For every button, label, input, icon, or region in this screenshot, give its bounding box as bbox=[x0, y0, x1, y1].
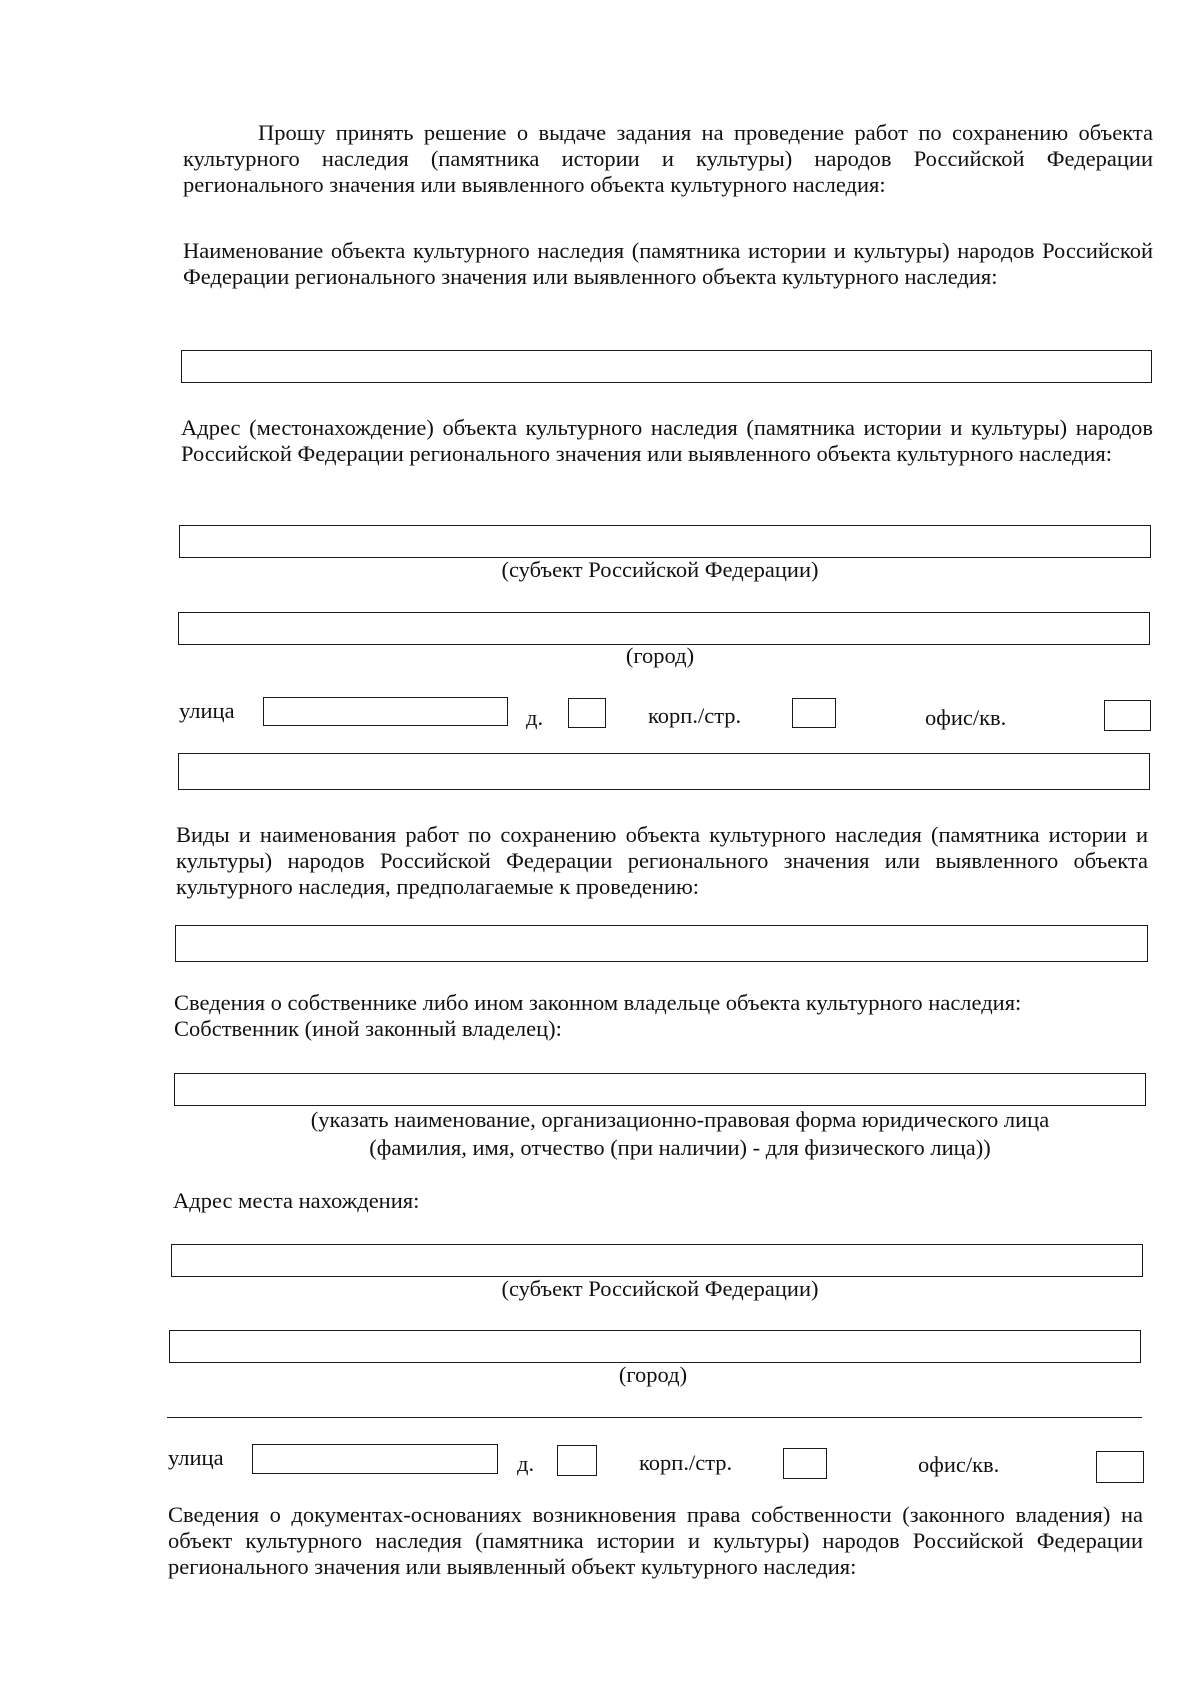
owner-house-label: д. bbox=[517, 1451, 535, 1476]
owner-building-label: корп./стр. bbox=[639, 1450, 733, 1475]
object-house-label: д. bbox=[526, 705, 544, 730]
owner-building-field[interactable] bbox=[783, 1448, 827, 1479]
owner-office-field[interactable] bbox=[1096, 1451, 1144, 1483]
owner-street-field[interactable] bbox=[252, 1444, 498, 1474]
object-building-field[interactable] bbox=[792, 698, 836, 728]
object-name-label: Наименование объекта культурного наследия (памятника истории и культуры) народов Российской Федерации регионального значения или выявленного объекта культурного наследия: bbox=[183, 238, 1153, 289]
owner-name-field[interactable] bbox=[174, 1073, 1146, 1106]
object-name-field[interactable] bbox=[181, 350, 1152, 383]
divider-line bbox=[167, 1417, 1142, 1418]
object-address-subject-caption: (субъект Российской Федерации) bbox=[501, 557, 819, 582]
object-address-city-caption: (город) bbox=[625, 643, 695, 668]
object-office-label: офис/кв. bbox=[925, 705, 1007, 730]
owner-caption-line1: (указать наименование, организационно-правовая форма юридического лица bbox=[310, 1107, 1050, 1132]
owner-label-line1: Сведения о собственнике либо ином законном владельце объекта культурного наследия: bbox=[174, 990, 1022, 1015]
object-street-label: улица bbox=[179, 698, 235, 723]
request-text: Прошу принять решение о выдаче задания на проведение работ по сохранению объекта культурного наследия (памятника истории и культуры) народов Российской Федерации регионального значения или выявленного объекта культурного наследия: bbox=[183, 120, 1153, 197]
owner-street-label: улица bbox=[168, 1445, 224, 1470]
owner-office-label: офис/кв. bbox=[918, 1452, 1000, 1477]
documents-label: Сведения о документах-основаниях возникновения права собственности (законного владения) на объект культурного наследия (памятника истории и культуры) народов Российской Федерации регионального значения или выявленный объект культурного наследия: bbox=[168, 1502, 1143, 1579]
works-field[interactable] bbox=[175, 925, 1148, 962]
owner-house-field[interactable] bbox=[557, 1445, 597, 1476]
object-building-label: корп./стр. bbox=[648, 703, 742, 728]
object-address-extra-field[interactable] bbox=[178, 753, 1150, 790]
owner-label-line2: Собственник (иной законный владелец): bbox=[174, 1016, 562, 1041]
owner-address-subject-field[interactable] bbox=[171, 1244, 1143, 1277]
object-office-field[interactable] bbox=[1104, 700, 1151, 731]
object-address-label: Адрес (местонахождение) объекта культурного наследия (памятника истории и культуры) народов Российской Федерации регионального значения или выявленного объекта культурного наследия: bbox=[181, 415, 1153, 466]
owner-address-subject-caption: (субъект Российской Федерации) bbox=[501, 1276, 819, 1301]
works-label: Виды и наименования работ по сохранению объекта культурного наследия (памятника истории и культуры) народов Российской Федерации регионального значения или выявленного объекта культурного наследия, предполагаемые к проведению: bbox=[176, 822, 1148, 899]
object-street-field[interactable] bbox=[263, 697, 508, 726]
object-house-field[interactable] bbox=[568, 698, 606, 728]
owner-address-city-field[interactable] bbox=[169, 1330, 1141, 1363]
owner-caption-line2: (фамилия, имя, отчество (при наличии) - для физического лица)) bbox=[369, 1135, 991, 1160]
object-address-city-field[interactable] bbox=[178, 612, 1150, 645]
owner-address-city-caption: (город) bbox=[618, 1362, 688, 1387]
object-address-subject-field[interactable] bbox=[179, 525, 1151, 558]
owner-address-label: Адрес места нахождения: bbox=[173, 1188, 420, 1213]
